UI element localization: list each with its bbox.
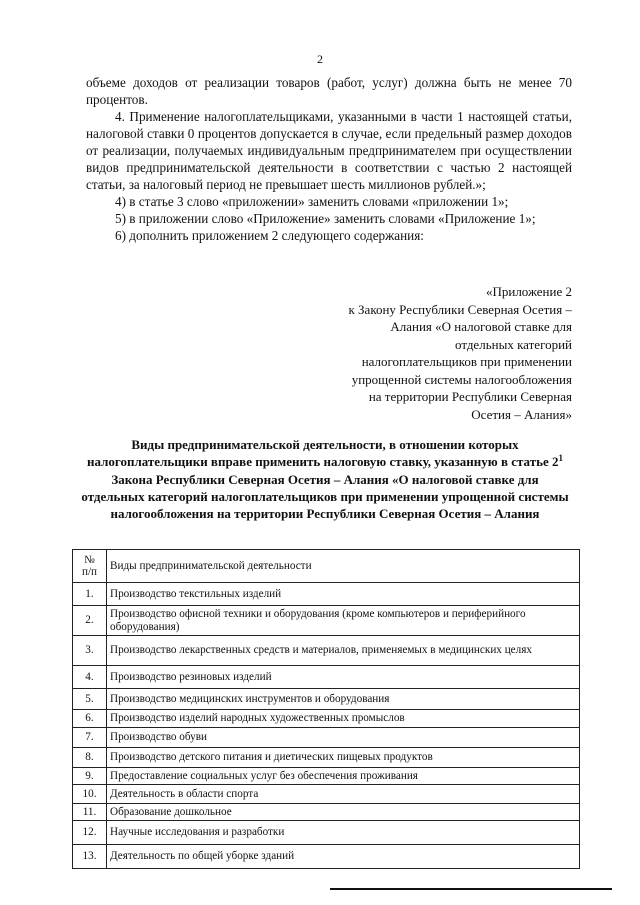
row-text: Производство резиновых изделий: [107, 666, 580, 689]
row-text: Производство обуви: [107, 728, 580, 748]
table-row: [73, 785, 580, 804]
table-row: [73, 804, 580, 821]
heading-text-start: Виды предпринимательской деятельности, в отношении которых налогоплательщики вправе применить налоговую ставку, указанную в статье 2: [86, 437, 559, 470]
appendix-line: на территории Республики Северная: [368, 389, 572, 404]
table-row: [73, 689, 580, 710]
row-number: 10.: [73, 785, 107, 804]
appendix-heading: [80, 436, 570, 522]
table-row: [73, 821, 580, 845]
appendix-line: отдельных категорий: [454, 336, 572, 352]
row-text: Производство лекарственных средств и материалов, применяемых в медицинских целях: [107, 636, 580, 666]
row-text: Деятельность по общей уборке зданий: [107, 845, 580, 869]
appendix-line: налогоплательщиков при применении: [361, 354, 572, 369]
table-row: [73, 845, 580, 869]
paragraph-amendment-5: 5) в приложении слово «Приложение» заменить словами «Приложение 1»;: [115, 211, 536, 226]
body-text: [86, 74, 572, 244]
row-text: Научные исследования и разработки: [107, 821, 580, 845]
table-row: [73, 606, 580, 636]
table-row: [73, 728, 580, 748]
page-number: 2: [317, 52, 323, 66]
appendix-line: «Приложение 2: [485, 284, 572, 299]
row-number: 13.: [73, 845, 107, 869]
table-row: [73, 768, 580, 785]
appendix-line: Осетия – Алания»: [471, 406, 572, 422]
appendix-line: к Закону Республики Северная Осетия –: [348, 301, 572, 317]
appendix-line: упрощенной системы налогообложения: [351, 371, 572, 387]
header-number-abbr: п/п: [81, 566, 98, 578]
bottom-rule: [330, 888, 612, 890]
header-title-cell: Виды предпринимательской деятельности: [107, 550, 580, 583]
table-header-row: [73, 550, 580, 583]
heading-text-end: Закона Республики Северная Осетия – Алания «О налоговой ставке для отдельных категорий налогоплательщиков при применении упрощенной системы налогообложения на территории Республики Северная Осетия – Алания: [81, 471, 569, 522]
row-text: Производство офисной техники и оборудования (кроме компьютеров и периферийного оборудования): [107, 606, 580, 636]
table-row: [73, 748, 580, 768]
row-text: Производство изделий народных художественных промыслов: [107, 710, 580, 728]
paragraph-amendment-6: 6) дополнить приложением 2 следующего содержания:: [115, 228, 424, 243]
header-number-cell: [73, 550, 107, 583]
row-number: 12.: [73, 821, 107, 845]
row-number: 6.: [73, 710, 107, 728]
table-row: [73, 710, 580, 728]
row-text: Образование дошкольное: [107, 804, 580, 821]
row-number: 4.: [73, 666, 107, 689]
table-row: [73, 583, 580, 606]
row-text: Производство детского питания и диетических пищевых продуктов: [107, 748, 580, 768]
table-row: [73, 666, 580, 689]
heading-superscript: 1: [558, 453, 564, 464]
row-number: 7.: [73, 728, 107, 748]
row-number: 11.: [73, 804, 107, 821]
row-number: 8.: [73, 748, 107, 768]
appendix-line: Алания «О налоговой ставке для: [390, 319, 572, 334]
row-text: Производство медицинских инструментов и оборудования: [107, 689, 580, 710]
paragraph-amendment-4: 4) в статье 3 слово «приложении» заменить словами «приложении 1»;: [115, 194, 509, 209]
header-number-sign: №: [84, 553, 95, 566]
row-number: 1.: [73, 583, 107, 606]
row-text: Деятельность в области спорта: [107, 785, 580, 804]
table-row: [73, 636, 580, 666]
row-number: 5.: [73, 689, 107, 710]
row-number: 9.: [73, 768, 107, 785]
row-text: Производство текстильных изделий: [107, 583, 580, 606]
appendix-caption: [300, 283, 572, 423]
row-number: 2.: [73, 606, 107, 636]
row-text: Предоставление социальных услуг без обеспечения проживания: [107, 768, 580, 785]
paragraph-item-4: 4. Применение налогоплательщиками, указанными в части 1 настоящей статьи, налоговой ставки 0 процентов допускается в случае, если предельный размер доходов от реализации, получаемых индивидуальным предпринимателем при осуществлении видов предпринимательской деятельности в соответствии с частью 2 настоящей статьи, за налоговый период не превышает шесть миллионов рублей.»;: [86, 109, 572, 192]
activities-table: [72, 549, 580, 869]
paragraph-continuation: объеме доходов от реализации товаров (работ, услуг) должна быть не менее 70 процентов.: [86, 75, 572, 107]
row-number: 3.: [73, 636, 107, 666]
